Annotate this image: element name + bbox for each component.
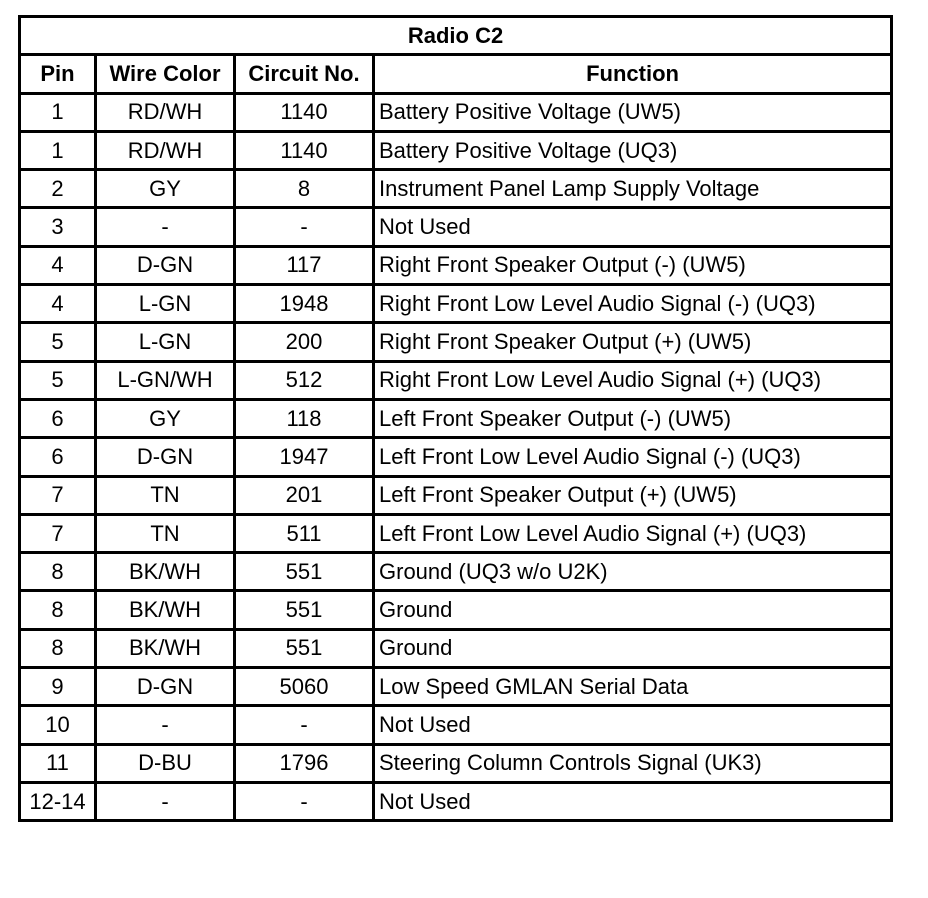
cell-function: Not Used [374,208,892,246]
table-row [20,629,892,667]
cell-function: Battery Positive Voltage (UW5) [374,93,892,131]
table-title: Radio C2 [20,17,892,55]
table-row [20,399,892,437]
cell-function: Not Used [374,706,892,744]
cell-pin: 7 [20,514,96,552]
cell-pin: 8 [20,591,96,629]
cell-circuit-no: 511 [235,514,374,552]
cell-pin: 8 [20,553,96,591]
cell-wire-color: BK/WH [96,591,235,629]
cell-wire-color: - [96,782,235,820]
cell-function: Low Speed GMLAN Serial Data [374,668,892,706]
cell-function: Left Front Low Level Audio Signal (+) (UQ3) [374,514,892,552]
cell-circuit-no: 8 [235,170,374,208]
cell-circuit-no: - [235,706,374,744]
cell-circuit-no: - [235,208,374,246]
cell-wire-color: RD/WH [96,93,235,131]
cell-function: Battery Positive Voltage (UQ3) [374,131,892,169]
title-row [20,17,892,55]
cell-wire-color: GY [96,170,235,208]
table-row [20,476,892,514]
table-row [20,93,892,131]
header-row [20,55,892,93]
cell-circuit-no: - [235,782,374,820]
connector-pinout-table [18,15,893,822]
cell-circuit-no: 1796 [235,744,374,782]
cell-pin: 10 [20,706,96,744]
table-row [20,668,892,706]
cell-pin: 6 [20,438,96,476]
cell-wire-color: D-GN [96,438,235,476]
header-pin: Pin [20,55,96,93]
cell-wire-color: - [96,208,235,246]
table-row [20,553,892,591]
cell-circuit-no: 1140 [235,93,374,131]
cell-circuit-no: 551 [235,629,374,667]
cell-wire-color: D-BU [96,744,235,782]
cell-wire-color: - [96,706,235,744]
cell-function: Right Front Low Level Audio Signal (-) (UQ3) [374,285,892,323]
cell-circuit-no: 1140 [235,131,374,169]
cell-wire-color: BK/WH [96,629,235,667]
table-row [20,744,892,782]
table-row [20,131,892,169]
cell-circuit-no: 551 [235,591,374,629]
cell-wire-color: L-GN/WH [96,361,235,399]
cell-wire-color: TN [96,514,235,552]
cell-wire-color: RD/WH [96,131,235,169]
cell-pin: 12-14 [20,782,96,820]
cell-pin: 7 [20,476,96,514]
cell-circuit-no: 551 [235,553,374,591]
table-row [20,361,892,399]
cell-wire-color: L-GN [96,323,235,361]
cell-circuit-no: 201 [235,476,374,514]
cell-function: Ground [374,591,892,629]
cell-pin: 2 [20,170,96,208]
header-wire-color: Wire Color [96,55,235,93]
cell-pin: 3 [20,208,96,246]
cell-pin: 1 [20,93,96,131]
cell-function: Left Front Speaker Output (+) (UW5) [374,476,892,514]
table-row [20,591,892,629]
table-body [20,93,892,821]
table-row [20,782,892,820]
cell-wire-color: L-GN [96,285,235,323]
cell-function: Steering Column Controls Signal (UK3) [374,744,892,782]
cell-wire-color: D-GN [96,668,235,706]
table-row [20,285,892,323]
cell-function: Not Used [374,782,892,820]
cell-circuit-no: 1948 [235,285,374,323]
cell-circuit-no: 5060 [235,668,374,706]
cell-pin: 4 [20,246,96,284]
table-row [20,246,892,284]
header-circuit-no: Circuit No. [235,55,374,93]
table-row [20,208,892,246]
cell-wire-color: GY [96,399,235,437]
cell-pin: 11 [20,744,96,782]
cell-pin: 5 [20,361,96,399]
cell-function: Right Front Speaker Output (-) (UW5) [374,246,892,284]
cell-pin: 6 [20,399,96,437]
cell-pin: 4 [20,285,96,323]
cell-pin: 8 [20,629,96,667]
table-row [20,438,892,476]
cell-circuit-no: 118 [235,399,374,437]
cell-pin: 1 [20,131,96,169]
cell-pin: 9 [20,668,96,706]
cell-circuit-no: 117 [235,246,374,284]
table-row [20,170,892,208]
cell-wire-color: TN [96,476,235,514]
cell-function: Ground (UQ3 w/o U2K) [374,553,892,591]
table-row [20,323,892,361]
cell-function: Left Front Speaker Output (-) (UW5) [374,399,892,437]
cell-function: Ground [374,629,892,667]
cell-pin: 5 [20,323,96,361]
cell-circuit-no: 512 [235,361,374,399]
table-row [20,706,892,744]
cell-function: Left Front Low Level Audio Signal (-) (UQ3) [374,438,892,476]
cell-circuit-no: 1947 [235,438,374,476]
cell-function: Right Front Speaker Output (+) (UW5) [374,323,892,361]
cell-wire-color: D-GN [96,246,235,284]
cell-function: Instrument Panel Lamp Supply Voltage [374,170,892,208]
cell-function: Right Front Low Level Audio Signal (+) (UQ3) [374,361,892,399]
header-function: Function [374,55,892,93]
cell-wire-color: BK/WH [96,553,235,591]
table-row [20,514,892,552]
cell-circuit-no: 200 [235,323,374,361]
